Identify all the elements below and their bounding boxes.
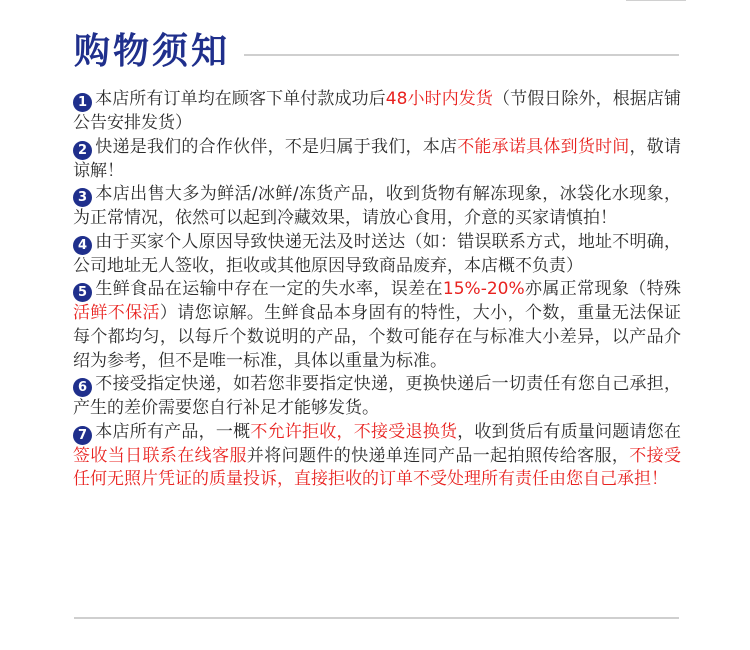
- notice-item: [73, 278, 681, 373]
- highlight-text: 不能承诺具体到货时间: [457, 136, 630, 157]
- highlight-text: 不允许拒收，不接受退换货: [250, 421, 458, 442]
- highlight-text: 签收当日联系在线客服: [73, 445, 247, 466]
- notice-item: [73, 421, 681, 492]
- body-text: ，敬请谅解！: [73, 136, 682, 181]
- body-text: 由于买家个人原因导致快递无法及时送达（如：错误联系方式，地址不明确，公司地址无人签收，拒收或其他原因导致商品废弃，本店概不负责）: [73, 231, 681, 276]
- notice-item: [73, 231, 681, 279]
- notice-item: [73, 183, 681, 231]
- body-text: 本店所有订单均在顾客下单付款成功后: [95, 89, 386, 109]
- notice-list: [73, 88, 681, 492]
- item-number-badge: 7: [73, 426, 92, 445]
- body-text: 不接受指定快递，如若您非要指定快递，更换快递后一切责任有您自己承担，产生的差价需要您自行补足才能够发货。: [73, 374, 681, 419]
- highlight-text: 不接受任何无照片凭证的质量投诉，直接拒收的订单不受处理所有责任由您自己承担！: [73, 445, 682, 490]
- highlight-text: 活鲜不保活: [73, 303, 160, 324]
- item-number-badge: 5: [73, 283, 92, 302]
- body-text: 本店出售大多为鲜活/冰鲜/冻货产品，收到货物有解冻现象，冰袋化水现象，为正常情况，依然可以起到冷藏效果，请放心食用，介意的买家请慎拍！: [73, 184, 681, 229]
- page-title: 购物须知: [74, 31, 231, 72]
- item-number-badge: 1: [73, 93, 92, 112]
- item-number-badge: 4: [73, 236, 92, 255]
- notice-item: [73, 136, 681, 184]
- body-text: 生鲜食品在运输中存在一定的失水率，误差在: [95, 279, 443, 300]
- item-number-badge: 2: [73, 141, 92, 160]
- top-divider-mark: [626, 0, 686, 1]
- body-text: 快递是我们的合作伙伴，不是归属于我们，本店: [95, 136, 458, 157]
- item-number-badge: 6: [73, 378, 92, 397]
- body-text: 并将问题件的快递单连同产品一起拍照传给客服，: [246, 445, 630, 466]
- body-text: ，收到货后有质量问题请您在: [457, 421, 682, 442]
- bottom-divider: [74, 617, 679, 619]
- body-text: 亦属正常现象（特殊: [524, 279, 682, 300]
- title-divider: [244, 54, 679, 56]
- body-text: （节假日除外，根据店铺公告安排发货）: [73, 89, 682, 133]
- highlight-text: 48小时内发货: [385, 89, 494, 109]
- notice-item: [73, 373, 681, 421]
- item-number-badge: 3: [73, 188, 92, 207]
- highlight-text: 15%-20%: [442, 279, 525, 300]
- body-text: 本店所有产品，一概: [95, 421, 251, 442]
- notice-item: [73, 88, 681, 136]
- body-text: ）请您谅解。生鲜食品本身固有的特性，大小，个数，重量无法保证每个都均匀，以每斤个数说明的产品，个数可能存在与标准大小差异，以产品介绍为参考，但不是唯一标准，具体以重量为标准。: [73, 303, 682, 371]
